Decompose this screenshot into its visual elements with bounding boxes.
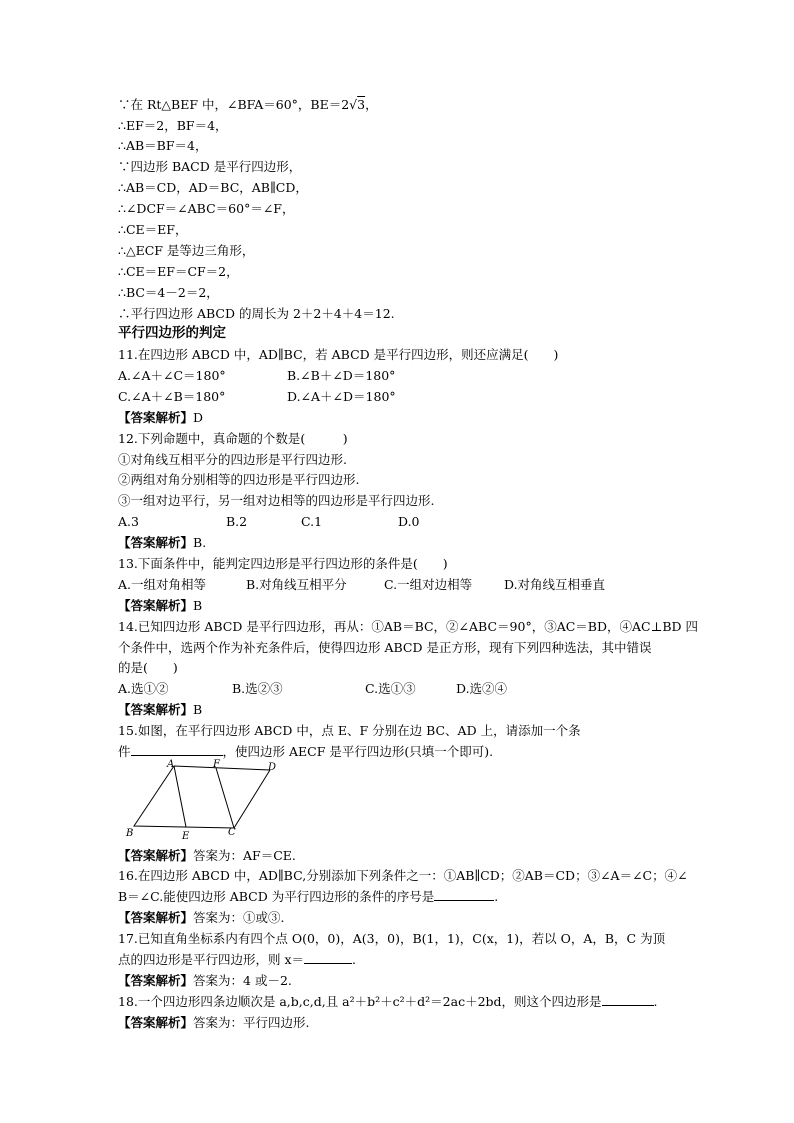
label-f: F xyxy=(213,759,220,770)
proof-line-4: ∵四边形 BACD 是平行四边形， xyxy=(118,159,302,174)
q14-option-d: D.选②④ xyxy=(456,681,508,696)
label-c: C xyxy=(228,827,236,838)
q11-option-b: B.∠B＋∠D＝180° xyxy=(287,368,396,383)
q12-option-b: B.2 xyxy=(226,514,248,529)
proof-line-8: ∴△ECF 是等边三角形， xyxy=(118,243,255,258)
q12-item-2: ②两组对角分别相等的四边形是平行四边形. xyxy=(118,472,360,487)
q12-answer: 【答案解析】B. xyxy=(118,535,207,550)
q14-option-c: C.选①③ xyxy=(365,681,416,696)
q11-option-d: D.∠A＋∠D＝180° xyxy=(287,389,396,404)
q11-stem: 11.在四边形 ABCD 中，AD∥BC，若 ABCD 是平行四边形，则还应满足( ) xyxy=(118,347,559,362)
q16-stem-line-1: 16.在四边形 ABCD 中，AD∥BC,分别添加下列条件之一：①AB∥CD；②AB＝CD；③∠A＝∠C；④∠ xyxy=(118,868,688,883)
q14-stem-line-2: 个条件中，选两个作为补充条件后，使得四边形 ABCD 是正方形，现有下列四种选法，其中错误 xyxy=(118,640,652,655)
q13-answer: 【答案解析】B xyxy=(118,598,203,613)
q12-item-3: ③一组对边平行，另一组对边相等的四边形是平行四边形. xyxy=(118,493,435,508)
q12-option-a: A.3 xyxy=(118,514,139,529)
q15-answer: 【答案解析】答案为：AF＝CE. xyxy=(118,848,296,863)
q16-stem-line-2: B＝∠C.能使四边形 ABCD 为平行四边形的条件的序号是 . xyxy=(118,889,499,904)
q11-option-a: A.∠A＋∠C＝180° xyxy=(118,368,226,383)
q15-stem-line-1: 15.如图，在平行四边形 ABCD 中，点 E、F 分别在边 BC、AD 上，请添加一个条 xyxy=(118,723,581,738)
q18-answer-blank[interactable] xyxy=(602,993,654,1006)
q14-answer: 【答案解析】B xyxy=(118,702,203,717)
proof-line-7: ∴CE＝EF， xyxy=(118,222,188,237)
q14-option-b: B.选②③ xyxy=(232,681,283,696)
q13-stem: 13.下面条件中，能判定四边形是平行四边形的条件是( ) xyxy=(118,556,448,571)
q12-stem: 12.下列命题中，真命题的个数是( ) xyxy=(118,431,348,446)
segment-fc xyxy=(216,768,234,828)
q11-option-c: C.∠A＋∠B＝180° xyxy=(118,389,226,404)
q17-stem-line-2: 点的四边形是平行四边形，则 x＝ . xyxy=(118,952,357,967)
q16-answer-blank[interactable] xyxy=(434,888,494,901)
section-title: 平行四边形的判定 xyxy=(118,325,226,341)
q13-option-d: D.对角线互相垂直 xyxy=(504,577,606,592)
q14-option-a: A.选①② xyxy=(118,681,169,696)
q12-option-c: C.1 xyxy=(301,514,323,529)
sqrt-symbol: √ xyxy=(349,97,358,112)
q15-answer-blank[interactable] xyxy=(131,743,223,756)
q17-stem-line-1: 17.已知直角坐标系内有四个点 O(0，0)，A(3，0)，B(1，1)，C(x，1)，若以 O，A，B，C 为顶 xyxy=(118,931,666,946)
segment-ae xyxy=(174,766,186,827)
q14-stem-line-3: 的是( ) xyxy=(118,660,178,675)
q17-answer-blank[interactable] xyxy=(304,951,352,964)
proof-line-10: ∴BC＝4－2＝2， xyxy=(118,285,219,300)
q18-stem: 18.一个四边形四条边顺次是 a,b,c,d,且 a²＋b²＋c²＋d²＝2ac＋2bd，则这个四边形是 . xyxy=(118,994,658,1009)
q12-item-1: ①对角线互相平分的四边形是平行四边形. xyxy=(118,452,347,467)
proof-line-3: ∴AB＝BF＝4， xyxy=(118,138,208,153)
q13-option-c: C.一组对边相等 xyxy=(384,577,473,592)
proof-line-9: ∴CE＝EF＝CF＝2， xyxy=(118,264,239,279)
parallelogram-figure xyxy=(118,758,288,843)
label-d: D xyxy=(268,762,277,773)
proof-line-1: ∵在 Rt△BEF 中，∠BFA＝60°，BE＝2√3， xyxy=(118,97,378,112)
label-a: A xyxy=(167,759,175,770)
q17-answer: 【答案解析】答案为：4 或－2. xyxy=(118,973,292,988)
q13-option-a: A.一组对角相等 xyxy=(118,577,207,592)
q12-option-d: D.0 xyxy=(398,514,420,529)
parallelogram-abcd xyxy=(134,766,270,828)
q16-answer: 【答案解析】答案为：①或③. xyxy=(118,910,285,925)
q13-option-b: B.对角线互相平分 xyxy=(246,577,347,592)
label-e: E xyxy=(182,831,190,842)
q14-stem-line-1: 14.已知四边形 ABCD 是平行四边形，再从：①AB＝BC，②∠ABC＝90°，③AC＝BD，④AC⊥BD 四 xyxy=(118,619,699,634)
q11-answer: 【答案解析】D xyxy=(118,410,204,425)
proof-line-2: ∴EF＝2，BF＝4， xyxy=(118,118,228,133)
proof-line-6: ∴∠DCF＝∠ABC＝60°＝∠F， xyxy=(118,201,295,216)
proof-line-5: ∴AB＝CD，AD＝BC，AB∥CD， xyxy=(118,180,308,195)
q15-stem-line-2: 件 ，使四边形 AECF 是平行四边形(只填一个即可). xyxy=(118,744,494,759)
label-b: B xyxy=(126,828,134,839)
q18-answer: 【答案解析】答案为：平行四边形. xyxy=(118,1015,310,1030)
proof-line-11: ∴平行四边形 ABCD 的周长为 2＋2＋4＋4＝12. xyxy=(118,306,395,321)
